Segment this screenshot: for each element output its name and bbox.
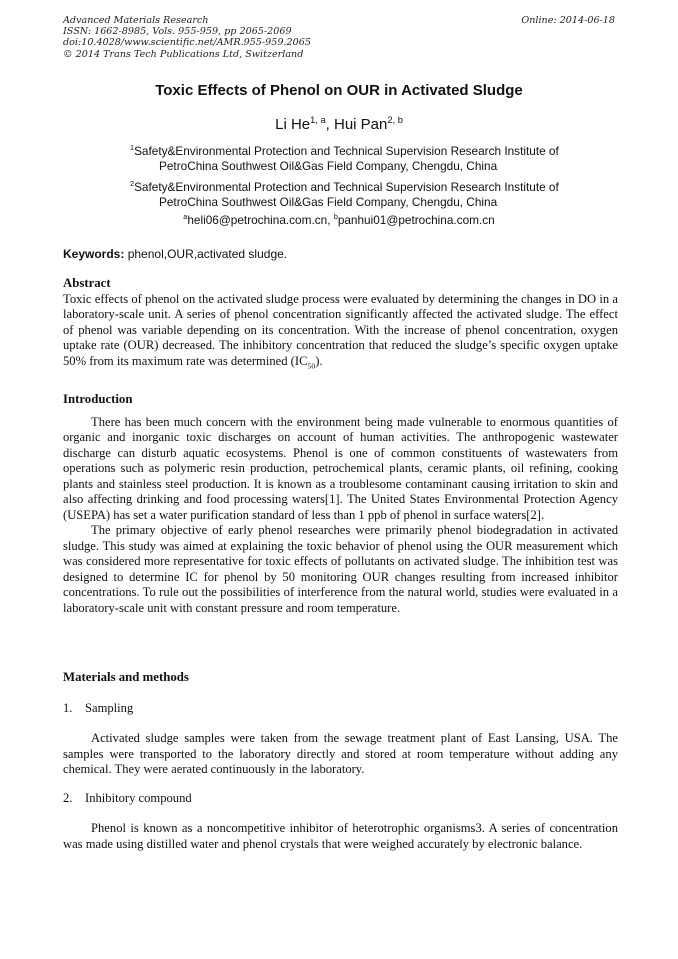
affiliation-line: PetroChina Southwest Oil&Gas Field Company, Chengdu, China — [159, 194, 498, 209]
sampling-paragraph: Activated sludge samples were taken from the sewage treatment plant of East Lansing, USA. The samples were transported to the laboratory directly and stored at room temperature without adding any chemical. They were aerated continuously in the laboratory. — [63, 731, 618, 776]
subsection-number: 1. — [63, 701, 73, 715]
subsection-number: 2. — [63, 791, 73, 805]
author-superscript: 1, a — [310, 115, 326, 125]
author-list: Li He$^{1, a}$, Hui Pan$^{2, b}$ — [275, 115, 403, 133]
introduction-paragraph: There has been much concern with the environment being made vulnerable to enormous quantities of organic and inorganic toxic discharges on account of human activities. The anthropogenic wastewater discharge can disturb aquatic ecosystems. Phenol is one of common constituents of wastewaters from operations such as polymeric resin production, petrochemical plants, ceramic plants, oil refining, cooking plants and stainless steel production. It is known as a troublesome contaminant causing irritation to skin and also affecting drinking and food processing waters[1]. The United States Environmental Protection Agency (USEPA) has set a water purification standard of less than 1 ppb of phenol in surface waters[2]. — [63, 414, 618, 522]
inhibitory-compound-paragraph: Phenol is known as a noncompetitive inhibitor of heterotrophic organisms3. A series of concentration was made using distilled water and phenol crystals that were weighed accurately by electronic balance. — [63, 821, 618, 851]
abstract-subscript: 50 — [307, 361, 316, 371]
affiliation-number: 2 — [130, 179, 135, 188]
abstract-section — [63, 276, 618, 374]
keywords-text: phenol,OUR,activated sludge. — [127, 247, 288, 261]
affiliation-line: Safety&Environmental Protection and Technical Supervision Research Institute of — [134, 179, 559, 194]
affiliation-number: 1 — [130, 143, 135, 152]
abstract-heading: Abstract — [63, 276, 111, 290]
author-emails: $^a$heli06@petrochina.com.cn, $^b$panhui01@petrochina.com.cn — [183, 212, 495, 227]
journal-name: Advanced Materials Research — [63, 15, 209, 26]
email-tag: b — [333, 212, 338, 221]
author-name: Li He — [275, 116, 311, 133]
introduction-section — [63, 392, 618, 616]
abstract-text: Toxic effects of phenol on the activated sludge process were evaluated by determining the changes in DO in a laboratory-scale unit. A series of phenol concentration significantly affected the activated sludge. The effect of phenol was variable depending on its concentration. With the increase of phenol concentration, oxygen uptake rate (OUR) decreased. The inhibitory concentration that reduced the sludge’s specific oxygen uptake 50% from its maximum rate was determined $(IC_{50})$. — [63, 291, 618, 371]
email-address[interactable]: heli06@petrochina.com.cn — [187, 212, 328, 227]
doi-line: doi:10.4028/www.scientific.net/AMR.955-959.2065 — [63, 37, 311, 49]
keywords-label: Keywords: — [63, 247, 125, 261]
affiliation — [130, 140, 650, 174]
author-superscript: 2, b — [387, 115, 403, 125]
sampling-section — [63, 731, 618, 778]
issn-line: ISSN: 1662-8985, Vols. 955-959, pp 2065-2069 — [63, 26, 292, 38]
subsection-title: 1. Sampling — [63, 701, 134, 715]
keywords — [63, 247, 287, 261]
affiliation-line: Safety&Environmental Protection and Technical Supervision Research Institute of — [134, 143, 559, 158]
journal-header — [63, 15, 615, 60]
online-date: Online: 2014-06-18 — [521, 15, 615, 26]
email-tag: a — [183, 212, 188, 221]
introduction-heading: Introduction — [63, 392, 133, 406]
paper-title: Toxic Effects of Phenol on OUR in Activated Sludge — [155, 82, 523, 99]
affiliation — [130, 176, 650, 210]
inhibitory-compound-section — [63, 821, 618, 852]
introduction-paragraph: The primary objective of early phenol researches were primarily phenol biodegradation in activated sludge. This study was aimed at explaining the toxic behavior of phenol using the OUR measurement which was considered more representative for toxic effects of pollutants on activated sludge. The inhibition test was designed to determine IC for phenol by 50 monitoring OUR changes resulting from increased inhibitor concentrations. To rule out the possibilities of interference from the natural world, studies were evaluated in a laboratory-scale unit with constant pressure and room temperature. — [63, 523, 618, 615]
email-address[interactable]: panhui01@petrochina.com.cn — [337, 212, 495, 227]
subsection-title: 2. Inhibitory compound — [63, 791, 192, 805]
methods-heading-block — [63, 670, 618, 686]
copyright-line: © 2014 Trans Tech Publications Ltd, Switzerland — [63, 48, 304, 60]
affiliation-line: PetroChina Southwest Oil&Gas Field Company, Chengdu, China — [159, 158, 498, 173]
author-name: Hui Pan — [334, 116, 388, 133]
methods-heading: Materials and methods — [63, 670, 189, 684]
